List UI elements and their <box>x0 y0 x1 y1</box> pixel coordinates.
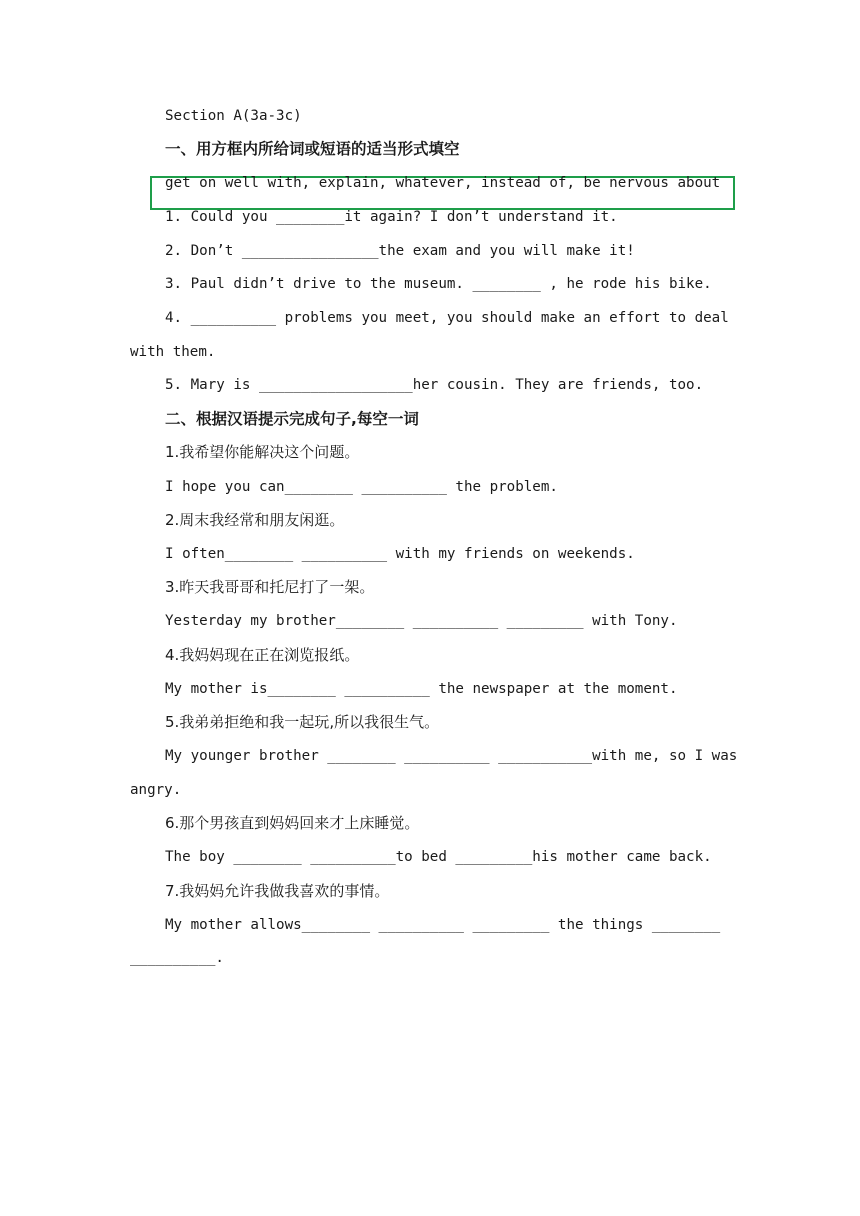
part2-item-2-cn: 2.周末我经常和朋友闲逛。 <box>165 511 345 529</box>
part1-item-4-cont: with them. <box>130 344 216 360</box>
part1-item-1: 1. Could you ________it again? I don’t understand it. <box>165 209 618 225</box>
part2-item-2-en: I often________ __________ with my friends on weekends. <box>165 546 635 562</box>
part1-item-3: 3. Paul didn’t drive to the museum. ________ , he rode his bike. <box>165 276 712 292</box>
part1-item-5: 5. Mary is __________________her cousin. They are friends, too. <box>165 377 704 393</box>
part2-item-7-en-cont: __________. <box>130 950 224 966</box>
section-title: Section A(3a-3c) <box>165 108 302 124</box>
part2-item-7-cn: 7.我妈妈允许我做我喜欢的事情。 <box>165 882 390 900</box>
part2-item-1-cn: 1.我希望你能解决这个问题。 <box>165 443 360 461</box>
part2-item-6-cn: 6.那个男孩直到妈妈回来才上床睡觉。 <box>165 814 420 832</box>
part2-item-4-en: My mother is________ __________ the newspaper at the moment. <box>165 681 678 697</box>
part2-item-5-en: My younger brother ________ __________ ___________with me, so I was <box>165 748 738 764</box>
part2-item-3-en: Yesterday my brother________ __________ _________ with Tony. <box>165 613 678 629</box>
part2-item-4-cn: 4.我妈妈现在正在浏览报纸。 <box>165 646 360 664</box>
part2-item-5-en-cont: angry. <box>130 782 182 798</box>
part1-item-2: 2. Don’t ________________the exam and you will make it! <box>165 243 635 259</box>
part2-item-7-en: My mother allows________ __________ _________ the things ________ <box>165 917 721 933</box>
word-box-text: get on well with, explain, whatever, instead of, be nervous about <box>165 175 721 191</box>
part2-item-1-en: I hope you can________ __________ the problem. <box>165 479 558 495</box>
part2-item-3-cn: 3.昨天我哥哥和托尼打了一架。 <box>165 578 375 596</box>
part2-heading: 二、根据汉语提示完成句子,每空一词 <box>165 410 419 428</box>
part1-heading: 一、用方框内所给词或短语的适当形式填空 <box>165 140 460 158</box>
part1-item-4: 4. __________ problems you meet, you should make an effort to deal <box>165 310 729 326</box>
part2-item-6-en: The boy ________ __________to bed _________his mother came back. <box>165 849 712 865</box>
part2-item-5-cn: 5.我弟弟拒绝和我一起玩,所以我很生气。 <box>165 713 440 731</box>
